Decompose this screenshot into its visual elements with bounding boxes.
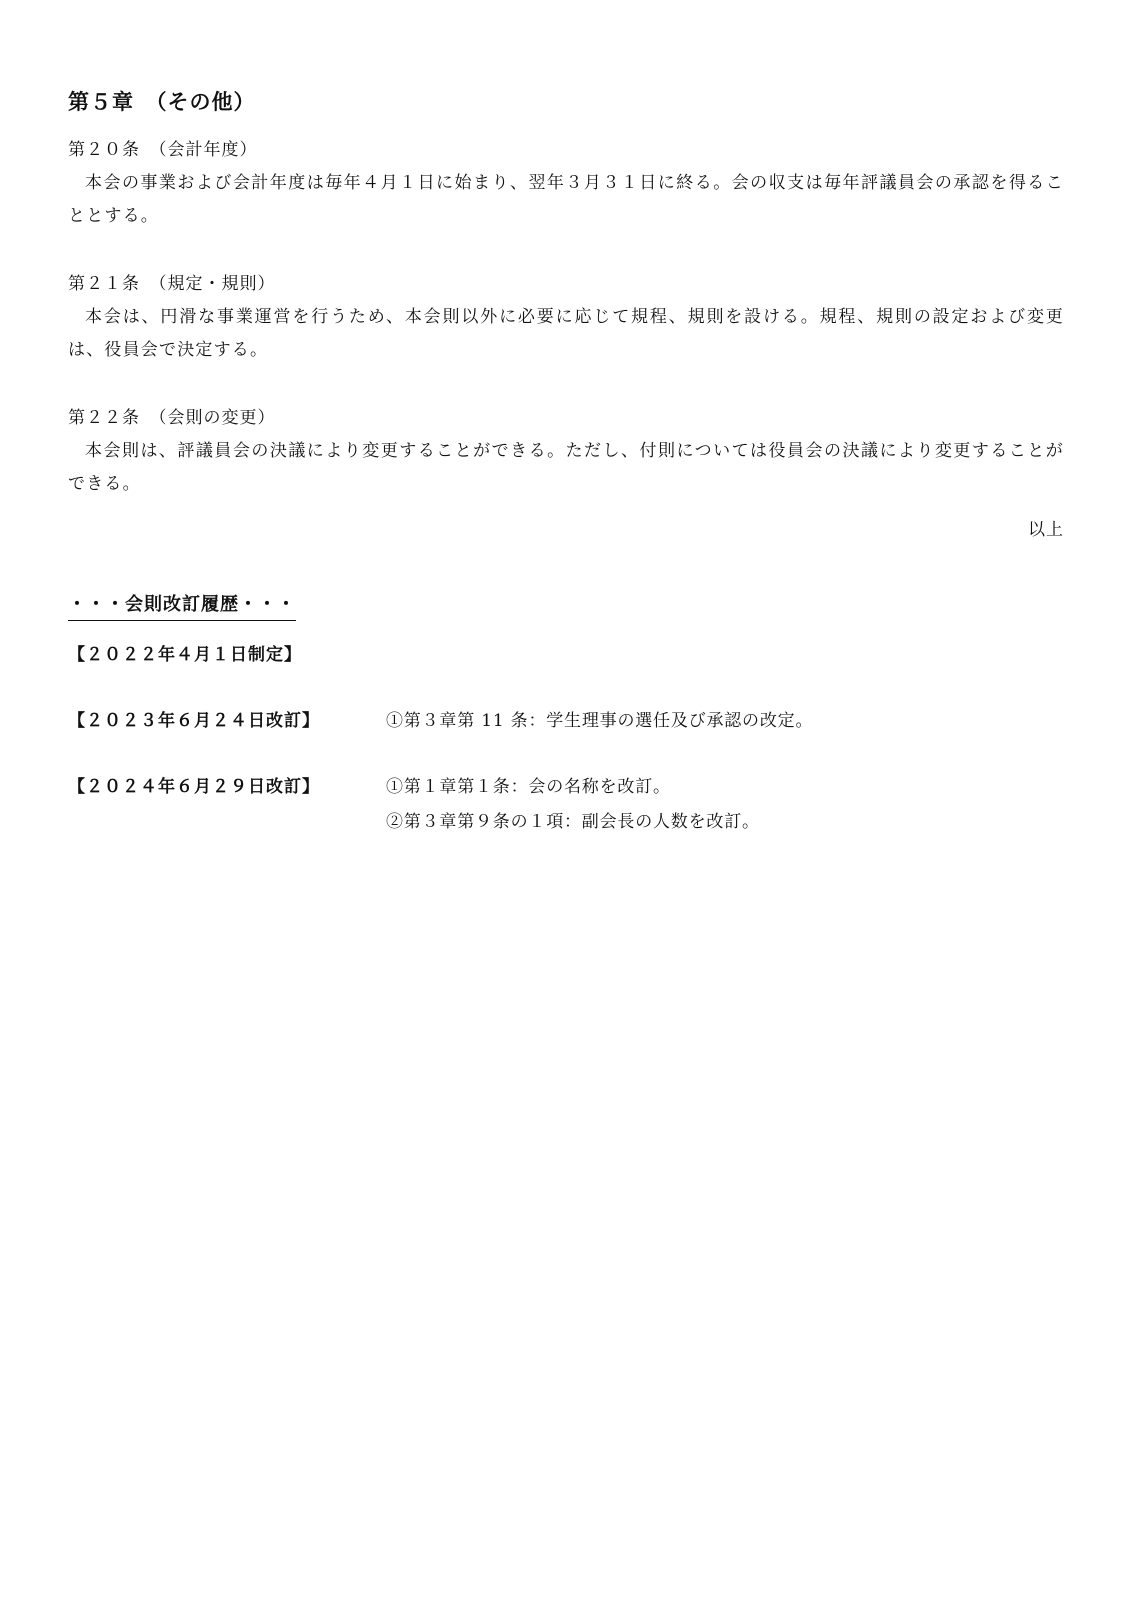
revision-changes [386,770,760,840]
article-body: 本会の事業および会計年度は毎年４月１日に始まり、翌年３月３１日に終る。会の収支は毎年評議員会の承認を得ることとする。 [68,173,1064,226]
article-body: 本会則は、評議員会の決議により変更することができる。ただし、付則については役員会の決議により変更することができる。 [68,441,1064,494]
article-22 [68,402,1064,501]
revision-entry [68,770,1064,840]
revision-change-item: ②第３章第９条の１項：副会長の人数を改訂。 [386,812,760,832]
closing-mark: 以上 [1028,520,1064,540]
revision-history-heading: ・・・会則改訂履歴・・・ [68,590,296,621]
article-heading: 第２１条 （規定・規則） [68,274,276,294]
revision-change-item: ①第３章第 11 条：学生理事の選任及び承認の改定。 [386,711,814,731]
article-20 [68,134,1064,233]
revision-date: 【２０２２年４月１日制定】 [68,645,302,665]
article-heading: 第２０条 （会計年度） [68,140,258,160]
revision-entry [68,638,1064,673]
article-body: 本会は、円滑な事業運営を行うため、本会則以外に必要に応じて規程、規則を設ける。規程、規則の設定および変更は、役員会で決定する。 [68,307,1064,360]
article-heading: 第２２条 （会則の変更） [68,408,276,428]
revision-change-item: ①第１章第１条：会の名称を改訂。 [386,777,671,797]
article-21 [68,268,1064,367]
revision-date: 【２０２３年６月２４日改訂】 [68,711,320,731]
revision-date: 【２０２４年６月２９日改訂】 [68,777,320,797]
chapter-title: 第５章 （その他） [68,90,256,114]
revision-entry [68,704,1064,739]
revision-changes [386,704,813,739]
